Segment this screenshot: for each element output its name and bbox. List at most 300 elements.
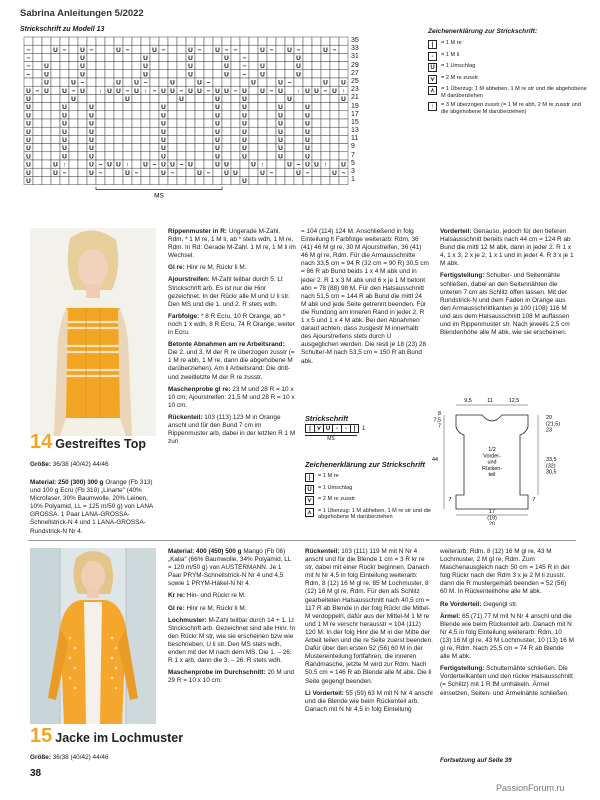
chart-row-number: 27: [351, 69, 359, 77]
chart-cell: [213, 78, 222, 86]
model15-col1-text: 20 M und 29 R = 10 x 10 cm.: [168, 669, 295, 685]
chart-symbol: U: [161, 112, 166, 120]
chart-symbol: U: [224, 169, 229, 177]
model14-col1-heading: Rippenmuster in R:: [168, 228, 229, 235]
chart-cell: [240, 45, 249, 53]
chart-cell: [33, 127, 42, 135]
chart-symbol: U: [215, 46, 220, 54]
chart-cell: [294, 135, 303, 143]
chart-row-number: 3: [351, 168, 355, 175]
chart-cell: [141, 127, 150, 135]
chart-symbol: −: [296, 46, 301, 54]
chart-cell: [51, 37, 60, 45]
chart-cell: [204, 127, 213, 135]
chart-symbol: U: [278, 153, 283, 161]
chart-symbol: U: [26, 145, 31, 153]
chart-cell: [51, 152, 60, 160]
stitch-symbol-icon: -: [428, 52, 437, 61]
chart-cell: [51, 70, 60, 78]
chart-cell: [114, 94, 123, 102]
chart-cell: [177, 45, 186, 53]
chart-cell: [33, 94, 42, 102]
chart-symbol: −: [134, 169, 139, 177]
chart-symbol: U: [26, 96, 31, 103]
model15-col2-heading: Li Vorderteil:: [305, 689, 346, 697]
chart-cell: [123, 135, 132, 143]
chart-symbol: U: [287, 46, 292, 54]
model15-col3-paragraph: [440, 665, 574, 697]
chart-cell: [114, 152, 123, 160]
chart-cell: [42, 160, 51, 168]
chart-cell: [60, 53, 69, 61]
chart-cell: [213, 53, 222, 61]
chart-symbol: U: [278, 112, 283, 120]
chart-row-number: 29: [351, 61, 359, 69]
model14-col1-paragraph: [168, 414, 296, 446]
chart-cell: [78, 144, 87, 152]
chart-row-number: 17: [351, 110, 359, 118]
chart-cell: [159, 94, 168, 102]
chart-cell: [123, 176, 132, 184]
chart-row-number: 15: [351, 118, 359, 126]
model14-col3-text: Genauso, jedoch für den tieferen Halsausschnitt bereits nach 44 cm = 124 R ab Bund die mittl 12 M abk, dann in jeder 2. R 1 x 4, 1 x 3, 2 x je 2, 1 x 1 und in jeder 4. R 3 x je 1 M abk.: [440, 228, 574, 268]
chart-cell: [96, 135, 105, 143]
chart-cell: [231, 119, 240, 127]
chart-cell: [159, 53, 168, 61]
chart-cell: [141, 152, 150, 160]
model14-col2: [301, 228, 429, 370]
model14-col1-paragraph: [168, 264, 296, 272]
chart-cell: [42, 144, 51, 152]
chart-symbol: −: [242, 71, 247, 79]
model14-photo: [30, 228, 156, 436]
chart-cell: [69, 111, 78, 119]
legend-top-text: = 2 M re zusstr: [441, 74, 479, 81]
chart-symbol: U: [323, 46, 328, 54]
chart-cell: [267, 135, 276, 143]
chart-cell: [177, 168, 186, 176]
chart-cell: [96, 152, 105, 160]
chart-cell: [312, 168, 321, 176]
chart-cell: [42, 135, 51, 143]
chart-cell: [42, 127, 51, 135]
chart-symbol: U: [305, 104, 310, 112]
model14-col1-text: 23 M und 28 R = 10 x 10 cm; Ajourstreifen: 21,5 M und 28 R = 10 x 10 cm.: [168, 385, 295, 409]
schematic-label: 9,5: [464, 398, 472, 404]
chart-cell: [195, 53, 204, 61]
chart-cell: [267, 70, 276, 78]
chart-cell: [321, 70, 330, 78]
chart-cell: [222, 119, 231, 127]
chart-cell: [123, 70, 132, 78]
chart-symbol: ↑: [98, 87, 103, 95]
chart-cell: [330, 70, 339, 78]
chart-cell: [294, 119, 303, 127]
legend-top-row: [428, 86, 588, 100]
chart-cell: [24, 37, 33, 45]
chart-cell: [249, 111, 258, 119]
chart-cell: [159, 176, 168, 184]
chart-cell: [258, 37, 267, 45]
model15-col1-paragraph: [168, 605, 296, 613]
chart-cell: [150, 70, 159, 78]
chart-cell: [177, 78, 186, 86]
chart-symbol: U: [62, 112, 67, 120]
model15-col1-text: Hinr re M, Rückr li M.: [186, 604, 247, 612]
chart-cell: [222, 37, 231, 45]
chart-symbol: −: [161, 46, 166, 54]
chart-cell: [150, 53, 159, 61]
chart-symbol: −: [80, 79, 85, 87]
repeat-bracket: [96, 187, 222, 190]
chart-cell: [123, 62, 132, 70]
legend2-title: Zeichenerklärung zur Strickschrift: [305, 460, 425, 469]
chart-cell: [141, 94, 150, 102]
chart-cell: [285, 37, 294, 45]
schematic-label: Rücken-: [481, 465, 503, 472]
chart-cell: [339, 176, 348, 184]
chart-cell: [204, 144, 213, 152]
chart-cell: [69, 160, 78, 168]
chart-symbol: U: [224, 161, 229, 169]
chart-cell: [294, 103, 303, 111]
continued-note: Fortsetzung auf Seite 39: [440, 757, 512, 764]
chart-cell: [132, 152, 141, 160]
chart-cell: [213, 70, 222, 78]
chart-cell: [204, 37, 213, 45]
schematic-label: 44: [432, 457, 438, 463]
stitch-symbol-icon: ⋏: [428, 86, 437, 95]
chart-symbol: U: [161, 128, 166, 136]
chart-row-number: 1: [351, 176, 355, 184]
chart-cell: [51, 94, 60, 102]
chart-symbol: U: [134, 87, 139, 95]
chart-row-number: 25: [351, 77, 359, 85]
chart-cell: [114, 135, 123, 143]
chart-cell: [294, 37, 303, 45]
chart-cell: [105, 62, 114, 70]
chart-cell: [78, 103, 87, 111]
chart-cell: [141, 45, 150, 53]
chart-cell: [132, 94, 141, 102]
model14-col1-heading: Maschenprobe gl re:: [168, 385, 233, 393]
chart-cell: [69, 176, 78, 184]
chart-cell: [186, 144, 195, 152]
chart-cell: [267, 119, 276, 127]
chart-cell: [285, 86, 294, 94]
chart-symbol: −: [62, 169, 67, 177]
chart-cell: [105, 144, 114, 152]
chart-cell: [339, 45, 348, 53]
model14-size-label: Größe:: [30, 461, 51, 468]
chart-cell: [159, 70, 168, 78]
chart-cell: [267, 176, 276, 184]
chart-symbol: U: [224, 71, 229, 79]
small-chart-cell: |: [305, 424, 314, 433]
chart-cell: [123, 53, 132, 61]
chart-cell: [168, 119, 177, 127]
model14-col3: [440, 228, 574, 341]
chart-cell: [33, 144, 42, 152]
chart-cell: [213, 37, 222, 45]
chart-cell: [285, 127, 294, 135]
chart-cell: [231, 176, 240, 184]
model14-col3-text: Schulter- und Seitennähte schließen, dabei an den Seitennähten die unteren 7 cm als Schlitz offen lassen. Mit der Rundstrick-N und dem Faden in Orange aus den Armausschnittkanten je 100 (108) 116 M und aus dem Halsausschnitt 108 M auffassen und im Rippenmuster str. Nach jeweils 2,5 cm Blendenhöhe alle M abk, wie sie erscheinen.: [440, 272, 570, 337]
chart-cell: [123, 152, 132, 160]
chart-symbol: U: [278, 120, 283, 128]
chart-cell: [339, 119, 348, 127]
chart-cell: [339, 62, 348, 70]
model14-title: Gestreiftes Top: [55, 437, 147, 451]
schematic-label: 7: [448, 497, 452, 503]
chart-cell: [195, 127, 204, 135]
model15-col1-heading: Gl re:: [168, 604, 187, 612]
chart-cell: [132, 103, 141, 111]
schematic-label: 8: [438, 411, 441, 417]
chart-cell: [312, 111, 321, 119]
chart-row-number: 19: [351, 102, 359, 110]
chart-symbol: U: [80, 87, 85, 95]
model15-heading: [30, 726, 183, 748]
chart-cell: [204, 119, 213, 127]
chart-symbol: −: [26, 46, 31, 54]
chart-row-number: 7: [351, 151, 355, 159]
chart-cell: [105, 70, 114, 78]
schematic-label: 20: [546, 415, 552, 421]
chart-symbol: U: [305, 128, 310, 136]
chart-cell: [69, 152, 78, 160]
chart-symbol: −: [341, 169, 346, 177]
chart-cell: [267, 62, 276, 70]
chart-cell: [267, 111, 276, 119]
chart-cell: [339, 53, 348, 61]
model14-col1-heading: Gl re:: [168, 264, 187, 272]
chart-cell: [240, 160, 249, 168]
chart-symbol: U: [242, 128, 247, 136]
chart-symbol: U: [170, 161, 175, 169]
chart-cell: [222, 111, 231, 119]
legend-top-text: = 1 M re: [441, 40, 462, 46]
small-chart-cell: -: [332, 424, 341, 433]
chart-cell: [312, 53, 321, 61]
chart-cell: [150, 37, 159, 45]
chart-cell: [258, 144, 267, 152]
legend-top-row: [428, 40, 588, 49]
model15-col3-text: weiterarb: Rdm, 8 (12) 16 M gl re, 43 M Lochmuster, 2 M gl re, Rdm. Zum Maschenausgleich nach 50 cm = 145 R in der folg Rückr nach der Rdm 3 x je 2 M li zusstr, dann die R mustergemäß beenden = 52 (56) 60 M. In Rückenteilhöhe alle M abk.: [440, 548, 570, 596]
chart-cell: [132, 119, 141, 127]
chart-cell: [258, 103, 267, 111]
chart-cell: [303, 78, 312, 86]
page-header: Sabrina Anleitungen 5/2022: [20, 8, 144, 19]
chart-cell: [258, 135, 267, 143]
model14-sizes: [30, 461, 158, 469]
chart-symbol: ↑: [143, 87, 148, 95]
model14-col1-text: Hinr re M, Rückr li M.: [186, 264, 247, 272]
legend2-row: [305, 485, 433, 494]
chart-cell: [150, 62, 159, 70]
model14-col1-paragraph: [168, 386, 296, 410]
chart-symbol: U: [278, 145, 283, 153]
chart-symbol: −: [26, 55, 31, 62]
chart-symbol: U: [332, 169, 337, 177]
chart-cell: [276, 62, 285, 70]
chart-cell: [303, 62, 312, 70]
chart-symbol: U: [296, 63, 301, 71]
chart-cell: [294, 176, 303, 184]
chart-cell: [114, 111, 123, 119]
chart-cell: [339, 103, 348, 111]
chart-cell: [231, 152, 240, 160]
chart-symbol: U: [80, 63, 85, 71]
chart-symbol: U: [143, 71, 148, 79]
chart-cell: [276, 94, 285, 102]
chart-symbol: U: [314, 87, 319, 95]
chart-cell: [267, 152, 276, 160]
legend2: [305, 460, 433, 524]
chart-cell: [339, 37, 348, 45]
chart-symbol: U: [296, 169, 301, 177]
chart-cell: [213, 176, 222, 184]
chart-symbol: U: [188, 71, 193, 79]
chart-cell: [339, 144, 348, 152]
chart-symbol: −: [26, 71, 31, 79]
chart-cell: [231, 78, 240, 86]
chart-cell: [285, 119, 294, 127]
chart-symbol: U: [26, 112, 31, 120]
chart-cell: [330, 152, 339, 160]
chart-cell: [105, 111, 114, 119]
chart-cell: [330, 176, 339, 184]
chart-symbol: U: [89, 112, 94, 120]
chart-cell: [141, 176, 150, 184]
chart-cell: [240, 78, 249, 86]
chart-symbol: U: [161, 161, 166, 169]
chart-symbol: U: [215, 137, 220, 144]
chart-cell: [186, 103, 195, 111]
chart-cell: [96, 37, 105, 45]
model15-col1-heading: Kr re:: [168, 592, 187, 600]
chart-symbol: U: [278, 137, 283, 144]
chart-cell: [78, 127, 87, 135]
chart-symbol: U: [71, 96, 76, 103]
page-number: 38: [30, 768, 42, 779]
chart-cell: [105, 37, 114, 45]
chart-cell: [96, 45, 105, 53]
chart-cell: [330, 53, 339, 61]
chart-cell: [132, 62, 141, 70]
chart-cell: [150, 168, 159, 176]
chart-symbol: U: [215, 120, 220, 128]
schematic-label: Vorder-: [483, 453, 501, 460]
chart-symbol: U: [26, 161, 31, 169]
chart-cell: [285, 176, 294, 184]
model15-col2-text: 55 (59) 63 M mit N Nr 4 anschl und die Blende wie beim Rückenteil arb. Danach mit N Nr 4,5 in folg Einteilung: [305, 689, 433, 713]
schematic-label: 11: [487, 398, 493, 404]
chart-cell: [24, 78, 33, 86]
chart-cell: [249, 176, 258, 184]
model15-col1: [168, 548, 296, 689]
chart-cell: [87, 70, 96, 78]
chart-symbol: U: [332, 87, 337, 95]
chart-cell: [132, 37, 141, 45]
chart-cell: [285, 103, 294, 111]
chart-symbol: U: [107, 161, 112, 169]
schematic-label: (19): [487, 515, 497, 522]
chart-cell: [276, 70, 285, 78]
chart-cell: [258, 94, 267, 102]
chart-cell: [249, 135, 258, 143]
chart-symbol: −: [152, 87, 157, 95]
chart-cell: [258, 111, 267, 119]
chart-cell: [186, 111, 195, 119]
chart-cell: [141, 135, 150, 143]
chart-cell: [60, 62, 69, 70]
chart-cell: [168, 45, 177, 53]
model14-col3-paragraph: [440, 272, 574, 337]
chart-cell: [42, 94, 51, 102]
chart-cell: [150, 176, 159, 184]
chart-cell: [204, 103, 213, 111]
chart-symbol: −: [242, 55, 247, 62]
chart-symbol: U: [26, 87, 31, 95]
chart-symbol: U: [305, 145, 310, 153]
small-chart-title: Strickschrift: [305, 414, 349, 423]
chart-symbol: U: [143, 161, 148, 169]
schematic-label: 7: [532, 497, 536, 503]
chart-symbol: U: [323, 79, 328, 87]
chart-cell: [168, 37, 177, 45]
chart-cell: [141, 111, 150, 119]
watermark: PassionForum.ru: [496, 783, 565, 793]
chart-symbol: U: [287, 96, 292, 103]
chart-cell: [105, 176, 114, 184]
stitch-symbol-icon: ⋎: [428, 75, 437, 84]
chart-cell: [33, 103, 42, 111]
chart-cell: [249, 168, 258, 176]
chart-symbol: U: [242, 137, 247, 144]
legend-top-text: = 1 Umschlag: [441, 63, 476, 69]
chart-symbol: U: [161, 153, 166, 161]
chart-symbol: U: [170, 87, 175, 95]
chart-cell: [87, 86, 96, 94]
chart-cell: [330, 135, 339, 143]
chart-cell: [141, 119, 150, 127]
model14-col1-heading: Ajourstreifen:: [168, 276, 212, 284]
chart-cell: [249, 86, 258, 94]
chart-symbol: U: [242, 96, 247, 103]
schematic-label: und: [487, 459, 497, 466]
chart-symbol: −: [206, 87, 211, 95]
chart-cell: [249, 94, 258, 102]
chart-symbol: U: [278, 87, 283, 95]
chart-cell: [177, 127, 186, 135]
model15-col2-paragraph: [305, 548, 433, 686]
model15-title: Jacke im Lochmuster: [55, 731, 184, 745]
chart-cell: [222, 94, 231, 102]
chart-cell: [114, 127, 123, 135]
chart-cell: [132, 135, 141, 143]
chart-cell: [186, 119, 195, 127]
chart-symbol: U: [296, 55, 301, 62]
chart-cell: [150, 127, 159, 135]
chart-cell: [231, 62, 240, 70]
chart-cell: [150, 144, 159, 152]
chart-symbol: −: [125, 46, 130, 54]
chart-cell: [303, 45, 312, 53]
chart-cell: [186, 135, 195, 143]
model15-col1-text: Mango (Fb 06) „Kalia" (66% Baumwolle, 34% Polyamid, LL = 120 m/50 g) von AUSTERMANN. Je 1 Paar PRYM-Schnellstrick-N Nr 4 und 4,5 sowie 1 PRYM-Häkel-N Nr 4.: [168, 548, 292, 588]
chart-cell: [339, 111, 348, 119]
